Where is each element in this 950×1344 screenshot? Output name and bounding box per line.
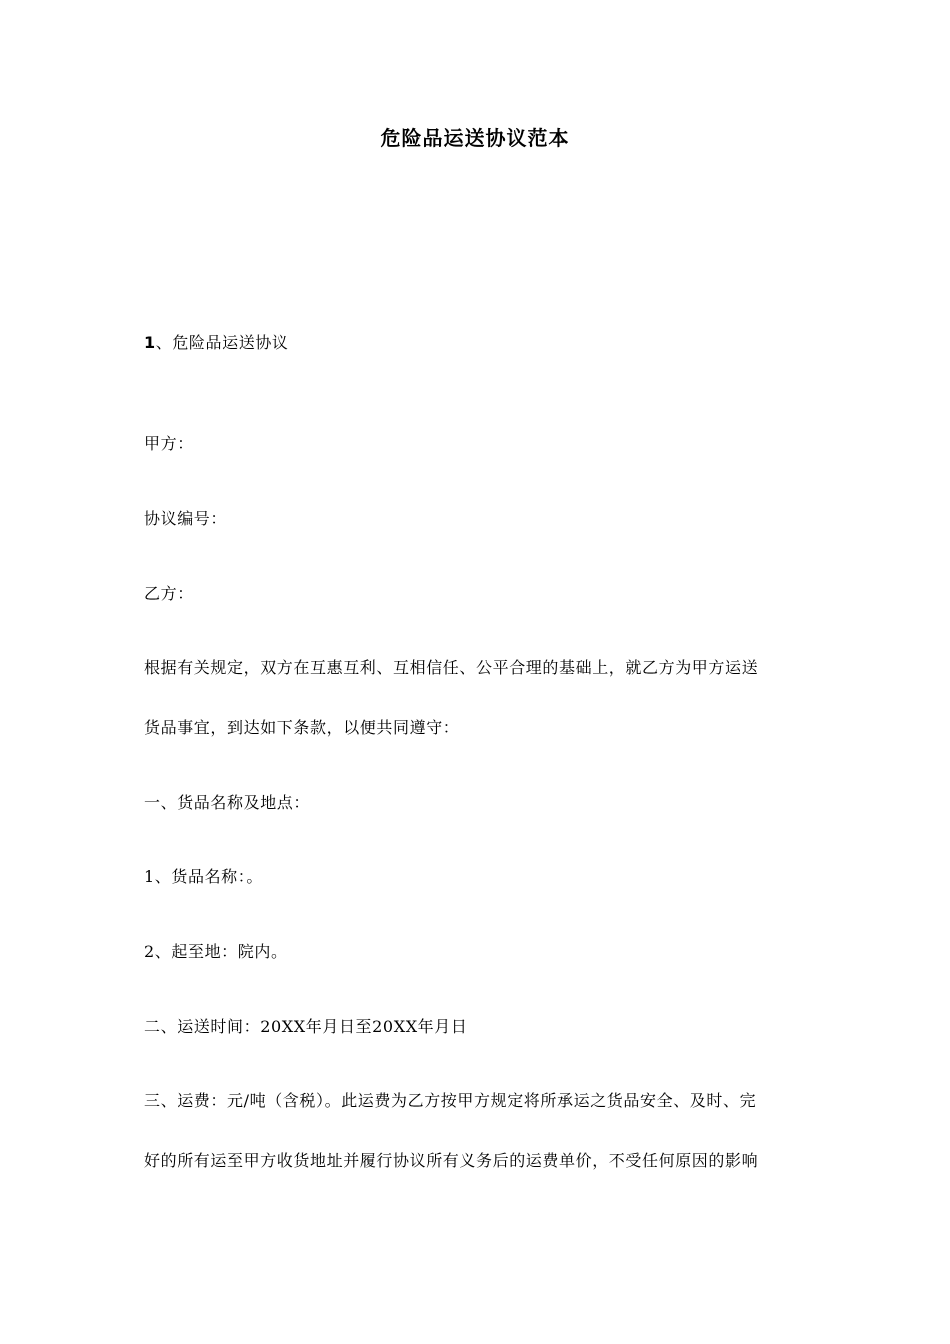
clause-3-line-1: 三、运费：元/吨（含税）。此运费为乙方按甲方规定将所承运之货品安全、及时、完: [144, 1091, 757, 1110]
clause-1-item-1: 1、货品名称：。: [144, 867, 263, 886]
clause-1-heading: 一、货品名称及地点：: [144, 793, 311, 812]
clause-2: 二、运送时间：20XX年月日至20XX年月日: [144, 1017, 468, 1036]
section-heading: [144, 331, 289, 355]
section-title: 、危险品运送协议: [155, 333, 289, 352]
preamble-line-2: 货品事宜，到达如下条款，以便共同遵守：: [144, 718, 460, 737]
document-title: 危险品运送协议范本: [380, 126, 570, 150]
preamble-line-1: 根据有关规定，双方在互惠互利、互相信任、公平合理的基础上，就乙方为甲方运送: [144, 658, 759, 677]
agreement-number-label: 协议编号：: [144, 509, 228, 528]
party-a-label: 甲方：: [144, 434, 194, 453]
clause-1-item-2: 2、起至地：院内。: [144, 942, 288, 961]
clause-3-line-2: 好的所有运至甲方收货地址并履行协议所有义务后的运费单价，不受任何原因的影响: [144, 1151, 759, 1170]
section-number: 1: [144, 333, 156, 352]
party-b-label: 乙方：: [144, 584, 194, 603]
